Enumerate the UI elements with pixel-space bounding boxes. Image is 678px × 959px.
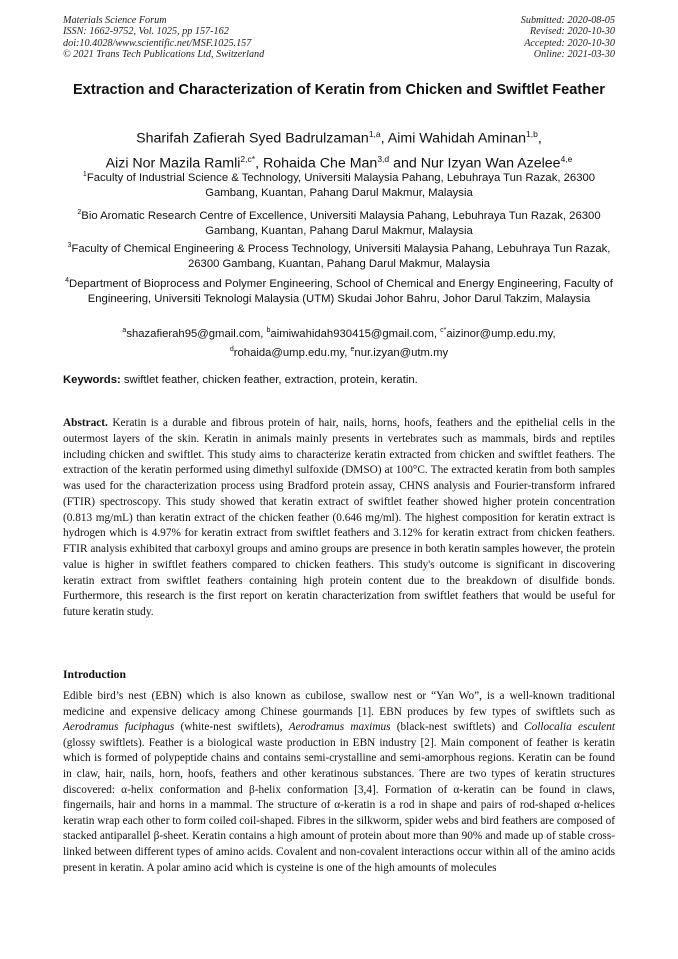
author-name: Sharifah Zafierah Syed Badrulzaman bbox=[136, 130, 369, 147]
email-separator: , bbox=[552, 327, 556, 340]
author-name: Rohaida Che Man bbox=[262, 155, 378, 172]
author-superscript: 4,e bbox=[560, 153, 573, 164]
journal-issn: ISSN: 1662-9752, Vol. 1025, pp 157-162 bbox=[63, 26, 229, 38]
email-superscript: b bbox=[266, 327, 271, 334]
affiliation-text: Bio Aromatic Research Centre of Excellence, Universiti Malaysia Pahang, Lebuhraya Tun Razak, 26300 Gambang, Kuantan, Pahang Darul Makmur, Malaysia bbox=[81, 209, 601, 238]
author-name: Aizi Nor Mazila Ramli bbox=[105, 155, 241, 172]
affiliation-text: Department of Bioprocess and Polymer Engineering, School of Chemical and Energy Engineering, Faculty of Engineering, Universiti Teknologi Malaysia (UTM) Skudai Johor Bahru, Johor Darul Takzim, Malaysia bbox=[69, 277, 613, 306]
email-superscript: a bbox=[122, 327, 127, 334]
affiliation-number: 4 bbox=[65, 277, 70, 284]
affiliation-number: 3 bbox=[67, 242, 72, 249]
affiliation-2 bbox=[63, 205, 615, 240]
abstract bbox=[63, 416, 615, 621]
intro-text: Edible bird’s nest (EBN) which is also known as cubilose, swallow nest or “Yan Wo”, is a well-known traditional medicine and expensive delicacy among Chinese gourmands [1]. EBN produces by few types of swiftlets such as bbox=[63, 690, 615, 718]
journal-header-left bbox=[63, 15, 264, 61]
keywords bbox=[63, 373, 615, 388]
affiliation-number: 1 bbox=[82, 171, 87, 178]
email-link[interactable]: shazafierah95@gmail.com bbox=[126, 327, 261, 340]
date-revised: Revised: 2020-10-30 bbox=[529, 26, 615, 38]
abstract-label: Abstract. bbox=[63, 417, 108, 429]
affiliation-4 bbox=[63, 273, 615, 308]
affiliation-3 bbox=[63, 238, 615, 273]
date-submitted: Submitted: 2020-08-05 bbox=[520, 15, 615, 26]
email-link[interactable]: aizinor@ump.edu.my bbox=[446, 327, 553, 340]
journal-copyright: © 2021 Trans Tech Publications Ltd, Switzerland bbox=[63, 49, 265, 61]
date-online: Online: 2021-03-30 bbox=[533, 49, 615, 61]
email-superscript: e bbox=[350, 346, 355, 354]
species-name: Collocalia esculent bbox=[524, 721, 615, 734]
author-superscript: 2,c* bbox=[240, 153, 256, 164]
author-emails bbox=[63, 323, 615, 362]
email-superscript: d bbox=[229, 346, 234, 354]
introduction-body bbox=[63, 689, 615, 876]
intro-text: (glossy swiftlets). Feather is a biological waste production in EBN industry [2]. Main component of feather is keratin which is formed of polypeptide chains and contains semi-crystalline and semi-amorphous regions. Keratin can be found in claw, hair, nails, horn, hoofs, feathers and other keratinous substances. There are two types of keratin structures discovered: α-helix conformation and β-helix conformation [3,4]. Formation of α-keratin can be found in claws, fingernails, hair and horns in a mammal. The structure of α-keratin is a rod in shape and pairs of rod-shaped α-helices keratin wrap each other to form coiled coil-shaped. Fibres in the silkworm, spider webs and bird feathers are composed of stacked antiparallel β-sheet. Keratin contains a high amount of protein about more than 90% and made up of stable cross-linked between different types of amino acids. Covalent and non-covalent interactions occur within all of the amino acids present in keratin. A polar amino acid which is cysteine is one of the high amounts of molecules bbox=[63, 736, 615, 874]
author-name: Nur Izyan Wan Azelee bbox=[420, 155, 561, 172]
journal-header-right bbox=[521, 15, 615, 61]
email-link[interactable]: nur.izyan@utm.my bbox=[354, 347, 449, 360]
intro-text: (white-nest swiftlets), bbox=[174, 721, 289, 734]
author-separator: and bbox=[389, 155, 421, 172]
email-superscript: c* bbox=[440, 327, 447, 334]
author-name: Aimi Wahidah Aminan bbox=[387, 130, 527, 147]
keywords-text: swiftlet feather, chicken feather, extraction, protein, keratin. bbox=[120, 374, 418, 386]
journal-name: Materials Science Forum bbox=[63, 15, 167, 26]
date-accepted: Accepted: 2020-10-30 bbox=[524, 37, 615, 49]
email-link[interactable]: rohaida@ump.edu.my bbox=[233, 347, 345, 360]
affiliation-text: Faculty of Chemical Engineering & Process Technology, Universiti Malaysia Pahang, Lebuhraya Tun Razak, 26300 Gambang, Kuantan, Pahang Darul Makmur, Malaysia bbox=[71, 242, 611, 271]
affiliation-1 bbox=[63, 167, 615, 202]
email-separator: , bbox=[344, 347, 351, 360]
affiliation-text: Faculty of Industrial Science & Technology, Universiti Malaysia Pahang, Lebuhraya Tun Razak, 26300 Gambang, Kuantan, Pahang Darul Makmur, Malaysia bbox=[86, 171, 596, 200]
author-separator: , bbox=[537, 130, 542, 147]
paper-title: Extraction and Characterization of Keratin from Chicken and Swiftlet Feather bbox=[73, 82, 605, 98]
author-superscript: 1,a bbox=[368, 129, 381, 139]
affiliation-number: 2 bbox=[77, 209, 82, 216]
species-name: Aerodramus fuciphagus bbox=[63, 721, 175, 734]
email-separator: , bbox=[433, 327, 441, 340]
author-separator: , bbox=[255, 155, 263, 172]
keywords-label: Keywords: bbox=[63, 374, 121, 386]
section-heading-introduction: Introduction bbox=[63, 668, 126, 681]
author-superscript: 1,b bbox=[526, 129, 538, 139]
journal-doi[interactable]: doi:10.4028/www.scientific.net/MSF.1025.157 bbox=[63, 37, 252, 49]
author-separator: , bbox=[380, 130, 388, 147]
species-name: Aerodramus maximus bbox=[288, 721, 391, 734]
abstract-text: Keratin is a durable and fibrous protein of hair, nails, horns, hoofs, feathers and the epithelial cells in the outermost layers of the skin. Keratin in animals mainly presents in vertebrates such as mammals, birds and reptiles including chicken and swiftlet. This study aims to characterize keratin extracted from chicken and swiftlet feathers. The extraction of the keratin performed using dimethyl sulfoxide (DMSO) at 100°C. The extracted keratin from both samples was used for the characterization process using Bradford protein assay, CHNS analysis and Fourier-transform infrared (FTIR) spectroscopy. This study showed that keratin extract of swiftlet feather showed higher protein concentration (0.813 mg/mL) than keratin extract of the chicken feather (0.646 mg/ml). The highest composition for keratin extract is hydrogen which is 4.97% for keratin extract from swiftlet feathers and 3.12% for keratin extract from chicken feathers. FTIR analysis exhibited that carboxyl groups and amino groups are presence in both keratin samples however, the protein value is higher in swiftlet feathers compared to chicken feathers. This study's outcome is significant in discovering keratin extract from swiftlet feathers containing high protein content due to the breakdown of disulfide bonds. Furthermore, this research is the first report on keratin characterization from swiftlet feathers that would be useful for future keratin study. bbox=[63, 417, 615, 618]
email-link[interactable]: aimiwahidah930415@gmail.com bbox=[270, 327, 434, 340]
intro-text: (black-nest swiftlets) and bbox=[390, 721, 525, 734]
author-superscript: 3,d bbox=[377, 153, 390, 164]
email-separator: , bbox=[260, 327, 267, 340]
